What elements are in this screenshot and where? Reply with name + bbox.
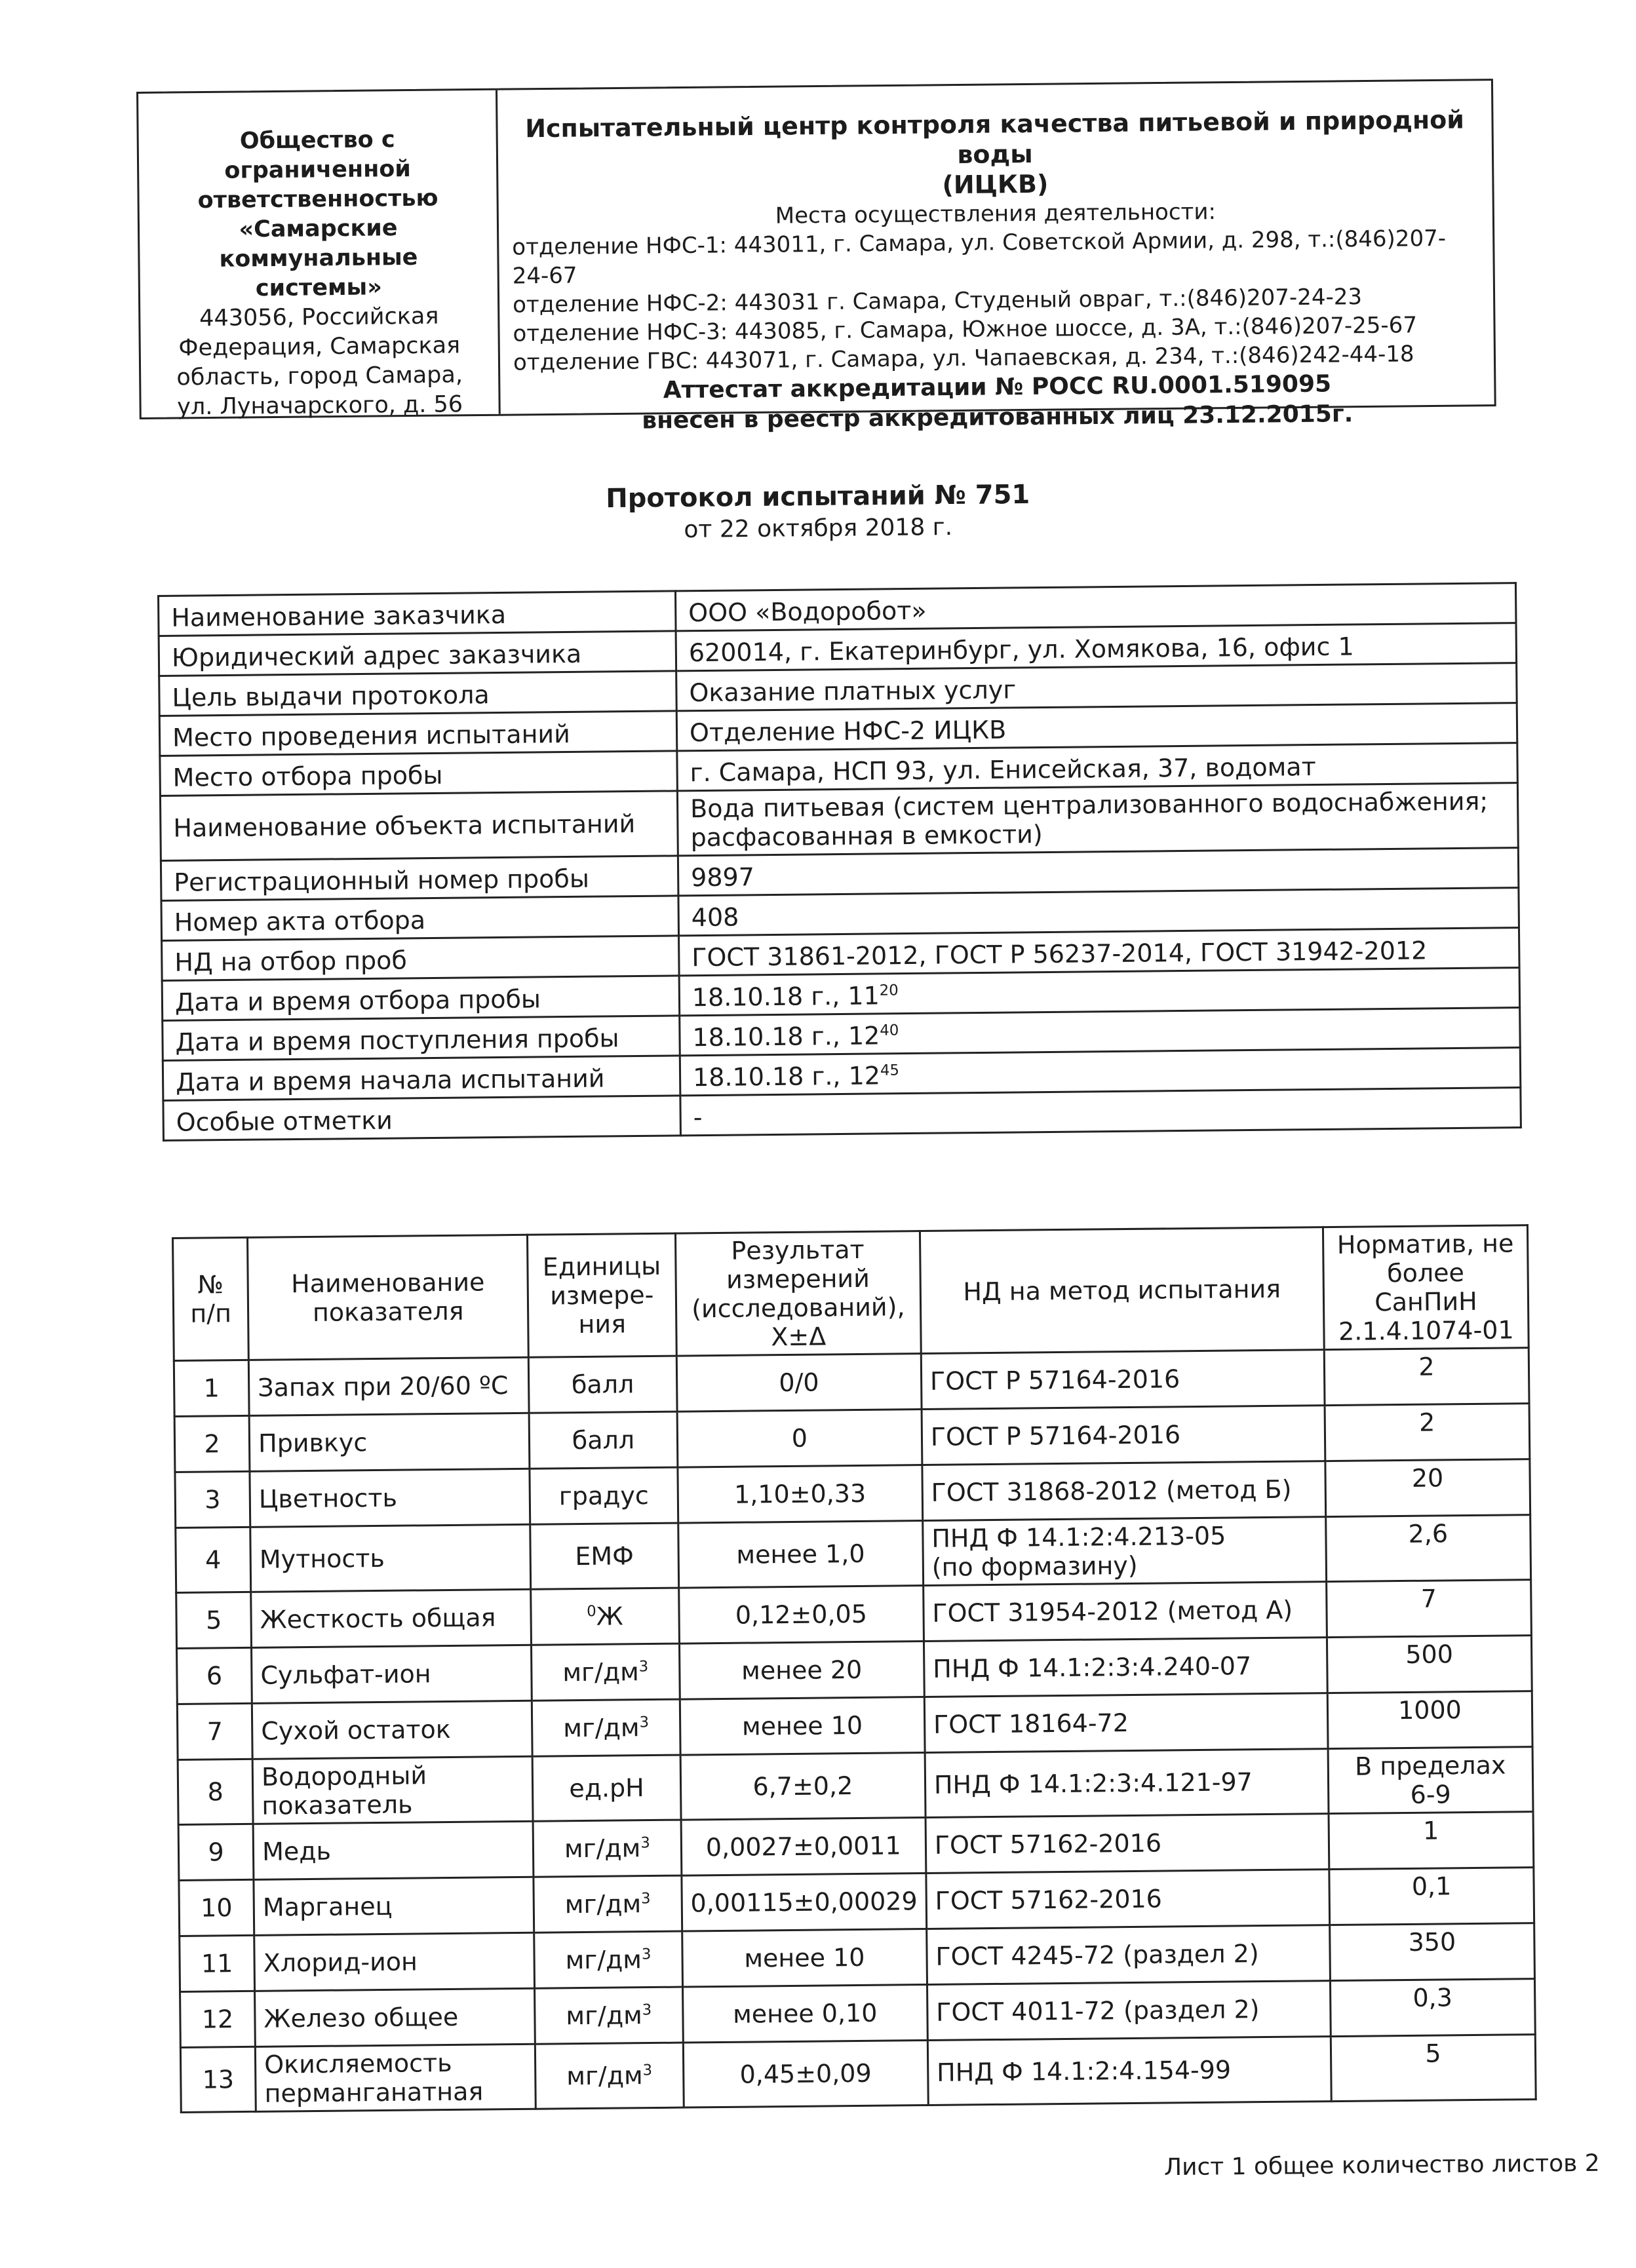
standard-limit xyxy=(1328,1747,1533,1814)
standard-line: 6-9 xyxy=(1410,1780,1451,1809)
test-method: ГОСТ Р 57164-2016 xyxy=(922,1406,1325,1465)
info-key: НД на отбор проб xyxy=(162,936,680,981)
info-value: Отделение НФС-2 ИЦКВ xyxy=(676,703,1517,751)
org-line: ответственностью xyxy=(197,185,438,214)
datetime-minutes: 45 xyxy=(880,1062,900,1079)
standard-limit: 2 xyxy=(1324,1348,1529,1406)
datetime-text: 18.10.18 г., 12 xyxy=(692,1061,881,1092)
unit-text: мг/дм xyxy=(565,1945,642,1975)
indicator-name: Запах при 20/60 ºС xyxy=(248,1357,529,1415)
org-line: ограниченной xyxy=(224,155,412,184)
test-method: ГОСТ Р 57164-2016 xyxy=(921,1350,1325,1410)
branch-item: отделение НФС-2: 443031 г. Самара, Студеный овраг, т.:(846)207-24-23 xyxy=(512,284,1363,318)
protocol-date: от 22 октября 2018 г. xyxy=(684,514,953,543)
result-value: 0 xyxy=(677,1410,922,1468)
test-center-name xyxy=(511,104,1479,204)
unit xyxy=(534,1931,682,1988)
row-number: 12 xyxy=(180,1991,256,2047)
header-standard xyxy=(1323,1225,1529,1350)
accreditation-registry: внесен в реестр аккредитованных лиц 23.12.2015г. xyxy=(642,400,1354,434)
unit-text: мг/дм xyxy=(566,2001,642,2031)
unit-text: мг/дм xyxy=(562,1713,640,1743)
row-number: 8 xyxy=(178,1759,253,1824)
method-line: ПНД Ф 14.1:2:4.213-05 xyxy=(931,1521,1226,1553)
row-number: 7 xyxy=(177,1703,252,1759)
header-num xyxy=(173,1237,249,1360)
test-method: ГОСТ 31868-2012 (метод Б) xyxy=(922,1461,1326,1521)
unit-power: 3 xyxy=(640,1890,651,1908)
branch-item: отделение ГВС: 443071, г. Самара, ул. Чапаевская, д. 234, т.:(846)242-44-18 xyxy=(513,341,1414,376)
org-line: коммунальные xyxy=(219,244,418,273)
header-line: измере- xyxy=(550,1280,654,1311)
header-result xyxy=(675,1231,921,1356)
info-key: Юридический адрес заказчика xyxy=(159,631,676,676)
info-key: Место отбора пробы xyxy=(160,751,678,796)
unit: балл xyxy=(529,1412,677,1469)
unit xyxy=(532,1643,680,1701)
accreditation-number: Аттестат аккредитации № РОСС RU.0001.519095 xyxy=(663,370,1332,404)
row-number: 4 xyxy=(176,1527,251,1592)
row-number: 10 xyxy=(179,1879,254,1936)
info-key: Цель выдачи протокола xyxy=(159,671,677,716)
results-table xyxy=(172,1224,1537,2113)
header-line: СанПиН xyxy=(1374,1286,1477,1317)
organization-block xyxy=(138,90,501,421)
datetime-minutes: 40 xyxy=(880,1022,899,1039)
indicator-name: Жесткость общая xyxy=(251,1589,532,1647)
unit-text: мг/дм xyxy=(566,2061,643,2091)
info-key: Дата и время начала испытаний xyxy=(163,1056,680,1101)
test-method: ГОСТ 57162-2016 xyxy=(925,1814,1329,1874)
header-line: измерений xyxy=(726,1263,870,1294)
header-line: № xyxy=(197,1270,224,1299)
branch-item: отделение НФС-3: 443085, г. Самара, Южное шоссе, д. 3А, т.:(846)207-25-67 xyxy=(513,312,1418,347)
row-number: 11 xyxy=(180,1935,255,1991)
info-key: Номер акта отбора xyxy=(161,896,679,941)
header-line: Норматив, не xyxy=(1336,1229,1514,1259)
row-number: 2 xyxy=(174,1415,250,1472)
header-line: Единицы xyxy=(542,1251,661,1282)
info-value: 9897 xyxy=(678,848,1519,896)
accreditation xyxy=(513,368,1481,437)
indicator-name xyxy=(252,1756,533,1824)
organization-name xyxy=(147,125,490,305)
row-number: 1 xyxy=(174,1360,249,1416)
address-line: Федерация, Самарская xyxy=(178,332,461,362)
info-key: Наименование объекта испытаний xyxy=(160,791,678,861)
test-method: ГОСТ 4245-72 (раздел 2) xyxy=(927,1925,1331,1985)
center-name-line: Испытательный центр контроля качества питьевой и природной воды xyxy=(524,105,1465,169)
indicator-name: Сухой остаток xyxy=(252,1701,532,1759)
organization-header xyxy=(136,79,1496,434)
header-line: (исследований), xyxy=(691,1292,905,1324)
test-method: ПНД Ф 14.1:2:3:4.240-07 xyxy=(924,1638,1327,1697)
name-line: перманганатная xyxy=(264,2077,484,2108)
indicator-name xyxy=(255,2044,536,2111)
name-line: Водородный xyxy=(261,1761,427,1792)
info-value: Оказание платных услуг xyxy=(676,663,1517,711)
protocol-title-block xyxy=(0,472,1636,552)
info-value: - xyxy=(680,1088,1521,1136)
header-line: 2.1.4.1074-01 xyxy=(1338,1315,1514,1346)
unit xyxy=(531,1588,679,1645)
sample-info-table xyxy=(157,582,1522,1142)
info-key: Место проведения испытаний xyxy=(159,711,677,756)
info-key: Наименование заказчика xyxy=(159,591,676,636)
header-unit xyxy=(528,1233,676,1357)
unit-text: мг/дм xyxy=(564,1889,642,1919)
places-title: Места осуществления деятельности: xyxy=(775,199,1217,229)
datetime-minutes: 20 xyxy=(879,982,899,999)
standard-limit: 2,6 xyxy=(1326,1515,1531,1582)
standard-limit: 5 xyxy=(1331,2035,1536,2102)
branch-item: отделение НФС-1: 443011, г. Самара, ул. Советской Армии, д. 298, т.:(846)207-24-67 xyxy=(512,225,1447,290)
row-number: 9 xyxy=(178,1824,254,1880)
indicator-name: Марганец xyxy=(254,1877,534,1935)
org-line: «Самарские xyxy=(239,215,398,243)
datetime-text: 18.10.18 г., 12 xyxy=(692,1021,880,1052)
test-method: ГОСТ 4011-72 (раздел 2) xyxy=(927,1981,1331,2041)
unit xyxy=(532,1699,680,1756)
indicator-name: Сульфат-ион xyxy=(252,1645,532,1703)
unit: ЕМФ xyxy=(530,1523,679,1589)
header-line: НД на метод испытания xyxy=(963,1274,1281,1307)
info-value: ООО «Водоробот» xyxy=(675,583,1516,631)
standard-limit: 1 xyxy=(1329,1812,1534,1870)
datetime-text: 18.10.18 г., 11 xyxy=(691,981,880,1012)
indicator-name: Хлорид-ион xyxy=(254,1932,535,1991)
standard-limit: 20 xyxy=(1325,1459,1530,1517)
result-value: 0,00115±0,00029 xyxy=(682,1873,927,1931)
row-number: 5 xyxy=(176,1592,252,1648)
header-method xyxy=(920,1227,1324,1354)
result-value: 0,12±0,05 xyxy=(678,1586,924,1644)
info-value-line: Вода питьевая (систем централизованного водоснабжения; xyxy=(690,786,1489,824)
indicator-name: Мутность xyxy=(250,1524,531,1592)
header-line: ния xyxy=(578,1309,627,1339)
indicator-name: Железо общее xyxy=(255,1988,536,2047)
test-method: ГОСТ 31954-2012 (метод А) xyxy=(924,1582,1327,1642)
result-value: менее 10 xyxy=(680,1697,925,1756)
header-line: п/п xyxy=(190,1299,232,1328)
test-method: ГОСТ 18164-72 xyxy=(924,1693,1328,1753)
standard-limit: 1000 xyxy=(1327,1691,1532,1749)
branch-list xyxy=(512,223,1481,377)
unit xyxy=(535,2043,684,2109)
result-value: 6,7±0,2 xyxy=(680,1753,925,1820)
org-line: системы» xyxy=(255,274,383,302)
result-value: 0/0 xyxy=(676,1354,922,1412)
results-header-row xyxy=(173,1225,1529,1361)
result-value: менее 0,10 xyxy=(682,1984,927,2043)
header-indicator xyxy=(248,1235,529,1360)
info-value: 620014, г. Екатеринбург, ул. Хомякова, 16, офис 1 xyxy=(676,623,1517,671)
unit-text: Ж xyxy=(596,1602,623,1631)
unit-text: мг/дм xyxy=(562,1657,639,1687)
info-value xyxy=(677,783,1518,856)
unit-degree: 0 xyxy=(587,1603,596,1621)
address-line: ул. Луначарского, д. 56 xyxy=(176,391,463,421)
unit: градус xyxy=(530,1467,678,1524)
method-line: (по формазину) xyxy=(931,1550,1138,1582)
test-method xyxy=(923,1517,1327,1586)
result-value: 1,10±0,33 xyxy=(678,1465,923,1524)
result-row xyxy=(180,2035,1536,2113)
standard-limit: 350 xyxy=(1330,1923,1535,1981)
row-number: 6 xyxy=(177,1647,252,1704)
standard-limit: 0,1 xyxy=(1329,1868,1534,1925)
unit xyxy=(534,1875,682,1932)
org-line: Общество с xyxy=(239,126,395,155)
address-line: область, город Самара, xyxy=(176,362,463,391)
test-method: ПНД Ф 14.1:2:4.154-99 xyxy=(927,2037,1331,2105)
unit-text: мг/дм xyxy=(564,1834,641,1864)
result-value: менее 1,0 xyxy=(678,1521,923,1588)
unit-power: 3 xyxy=(642,2062,653,2079)
indicator-name: Медь xyxy=(253,1821,534,1879)
standard-line: В пределах xyxy=(1354,1750,1506,1781)
standard-limit: 7 xyxy=(1327,1580,1532,1638)
page-footer: Лист 1 общее количество листов 2 xyxy=(1163,2149,1600,2182)
unit: балл xyxy=(528,1356,676,1413)
result-value: менее 20 xyxy=(679,1642,924,1700)
header-line: X±Δ xyxy=(771,1322,827,1352)
indicator-name: Привкус xyxy=(249,1413,530,1471)
header-line: Наименование xyxy=(290,1267,485,1299)
organization-address xyxy=(148,301,491,423)
test-method: ПНД Ф 14.1:2:3:4.121-97 xyxy=(925,1749,1329,1818)
info-key: Регистрационный номер пробы xyxy=(161,856,678,901)
info-value: ГОСТ 31861-2012, ГОСТ Р 56237-2014, ГОСТ 31942-2012 xyxy=(679,928,1520,976)
standard-limit: 2 xyxy=(1325,1404,1530,1461)
unit xyxy=(533,1820,681,1877)
name-line: показатель xyxy=(262,1790,413,1820)
unit-power: 3 xyxy=(638,1658,649,1676)
unit: ед.pH xyxy=(532,1755,681,1821)
info-key: Дата и время поступления пробы xyxy=(163,1016,680,1061)
test-center-block xyxy=(497,81,1494,434)
info-value-line: расфасованная в емкости) xyxy=(690,820,1043,853)
info-value: 408 xyxy=(678,888,1519,936)
center-name-line: (ИЦКВ) xyxy=(942,169,1049,200)
unit-power: 3 xyxy=(642,2001,652,2019)
row-number: 3 xyxy=(175,1471,250,1528)
info-key: Особые отметки xyxy=(163,1096,681,1141)
header-line: более xyxy=(1386,1258,1465,1288)
test-method: ГОСТ 57162-2016 xyxy=(926,1870,1330,1929)
row-number: 13 xyxy=(180,2047,256,2112)
standard-limit: 0,3 xyxy=(1330,1979,1535,2037)
result-value: 0,0027±0,0011 xyxy=(681,1818,926,1876)
header-line: Результат xyxy=(731,1235,865,1265)
unit-power: 3 xyxy=(639,1714,650,1731)
indicator-name: Цветность xyxy=(250,1469,530,1527)
header-line: показателя xyxy=(312,1296,464,1327)
protocol-title: Протокол испытаний № 751 xyxy=(606,479,1030,514)
name-line: Окисляемость xyxy=(264,2048,452,2079)
unit xyxy=(535,1987,683,2044)
standard-limit: 500 xyxy=(1327,1636,1532,1693)
result-value: менее 10 xyxy=(682,1929,927,1987)
info-value: г. Самара, НСП 93, ул. Енисейская, 37, водомат xyxy=(677,743,1518,791)
address-line: 443056, Российская xyxy=(199,303,439,332)
info-key: Дата и время отбора пробы xyxy=(162,976,680,1021)
unit-power: 3 xyxy=(640,1834,650,1852)
unit-power: 3 xyxy=(641,1946,652,1963)
result-value: 0,45±0,09 xyxy=(683,2040,928,2107)
